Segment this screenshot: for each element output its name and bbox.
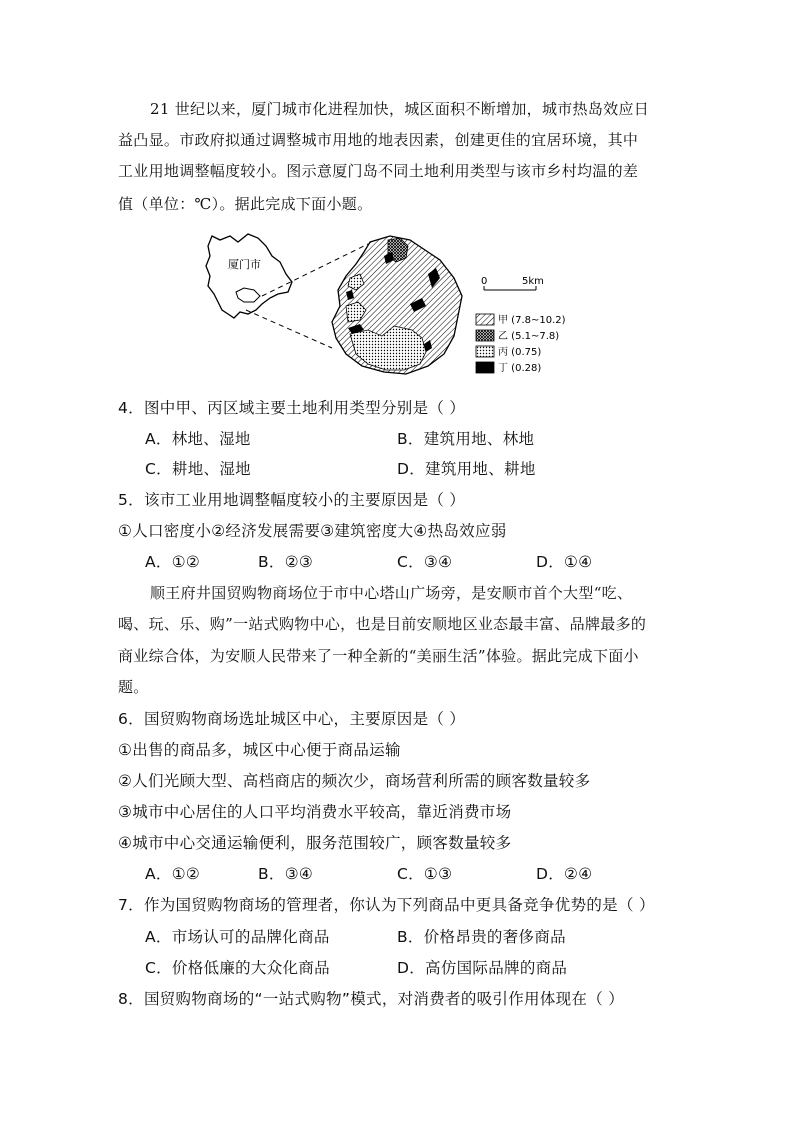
legend-bing: 丙 (0.75) [498, 347, 542, 358]
q4-option-d[interactable]: D．建筑用地、耕地 [397, 460, 536, 478]
q6-option-d[interactable]: D．②④ [536, 865, 593, 883]
legend-jia: 甲 (7.8~10.2) [498, 315, 566, 326]
q4-option-c[interactable]: C．耕地、湿地 [145, 460, 251, 478]
q6-item-1: ①出售的商品多，城区中心便于商品运输 [118, 741, 401, 759]
intro1-line4: 值（单位：℃）。据此完成下面小题。 [118, 195, 373, 213]
map-legend [476, 314, 566, 374]
q5-option-a[interactable]: A．①② [145, 553, 201, 571]
xiamen-city-label: 厦门市 [228, 258, 261, 271]
q5-items: ①人口密度小②经济发展需要③建筑密度大④热岛效应弱 [118, 522, 507, 540]
intro1-line2: 益凸显。市政府拟通过调整城市用地的地表因素，创建更佳的宜居环境，其中 [118, 131, 639, 149]
legend-ding: 丁 (0.28) [498, 363, 542, 374]
q6-item-4: ④城市中心交通运输便利，服务范围较广，顾客数量较多 [118, 834, 512, 852]
q5-option-d[interactable]: D．①④ [536, 553, 593, 571]
intro1-line3: 工业用地调整幅度较小。图示意厦门岛不同土地利用类型与该市乡村均温的差 [118, 162, 639, 180]
q5-stem: 5．该市工业用地调整幅度较小的主要原因是（ ） [118, 491, 466, 509]
xiamen-island-map [200, 226, 600, 378]
q5-option-c[interactable]: C．③④ [397, 553, 453, 571]
q5-option-b[interactable]: B．②③ [258, 553, 314, 571]
intro2-line4: 题。 [118, 678, 149, 696]
q6-item-2: ②人们光顾大型、高档商店的频次少，商场营利所需的顾客数量较多 [118, 772, 591, 790]
q6-option-c[interactable]: C．①③ [397, 865, 453, 883]
q6-option-a[interactable]: A．①② [145, 865, 201, 883]
xiamen-city-outline [206, 234, 292, 318]
scale-label: 5km [522, 276, 544, 287]
q7-stem: 7．作为国贸购物商场的管理者，你认为下列商品中更具备竞争优势的是（ ） [118, 896, 655, 914]
intro1-line1: 21 世纪以来，厦门城市化进程加快，城区面积不断增加，城市热岛效应日 [150, 100, 650, 118]
q7-option-c[interactable]: C．价格低廉的大众化商品 [145, 959, 330, 977]
intro2-line1: 顺王府井国贸购物商场位于市中心塔山广场旁，是安顺市首个大型“吃、 [150, 584, 633, 602]
q4-stem: 4．图中甲、丙区域主要土地利用类型分别是（ ） [118, 399, 466, 417]
intro2-line2: 喝、玩、乐、购”一站式购物中心，也是目前安顺地区业态最丰富、品牌最多的 [118, 615, 647, 633]
q4-option-a[interactable]: A．林地、湿地 [145, 430, 251, 448]
q7-option-b[interactable]: B．价格昂贵的奢侈商品 [397, 928, 566, 946]
q7-option-d[interactable]: D．高仿国际品牌的商品 [397, 959, 568, 977]
intro2-line3: 商业综合体，为安顺人民带来了一种全新的“美丽生活”体验。据此完成下面小 [118, 647, 639, 665]
q7-option-a[interactable]: A．市场认可的品牌化商品 [145, 928, 330, 946]
q6-item-3: ③城市中心居住的人口平均消费水平较高，靠近消费市场 [118, 803, 512, 821]
q6-stem: 6．国贸购物商场选址城区中心，主要原因是（ ） [118, 710, 466, 728]
q8-stem: 8．国贸购物商场的“一站式购物”模式，对消费者的吸引作用体现在（ ） [118, 990, 625, 1008]
scale-zero: 0 [481, 276, 488, 287]
q4-option-b[interactable]: B．建筑用地、林地 [397, 430, 535, 448]
legend-yi: 乙 (5.1~7.8) [498, 331, 560, 342]
q6-option-b[interactable]: B．③④ [258, 865, 314, 883]
